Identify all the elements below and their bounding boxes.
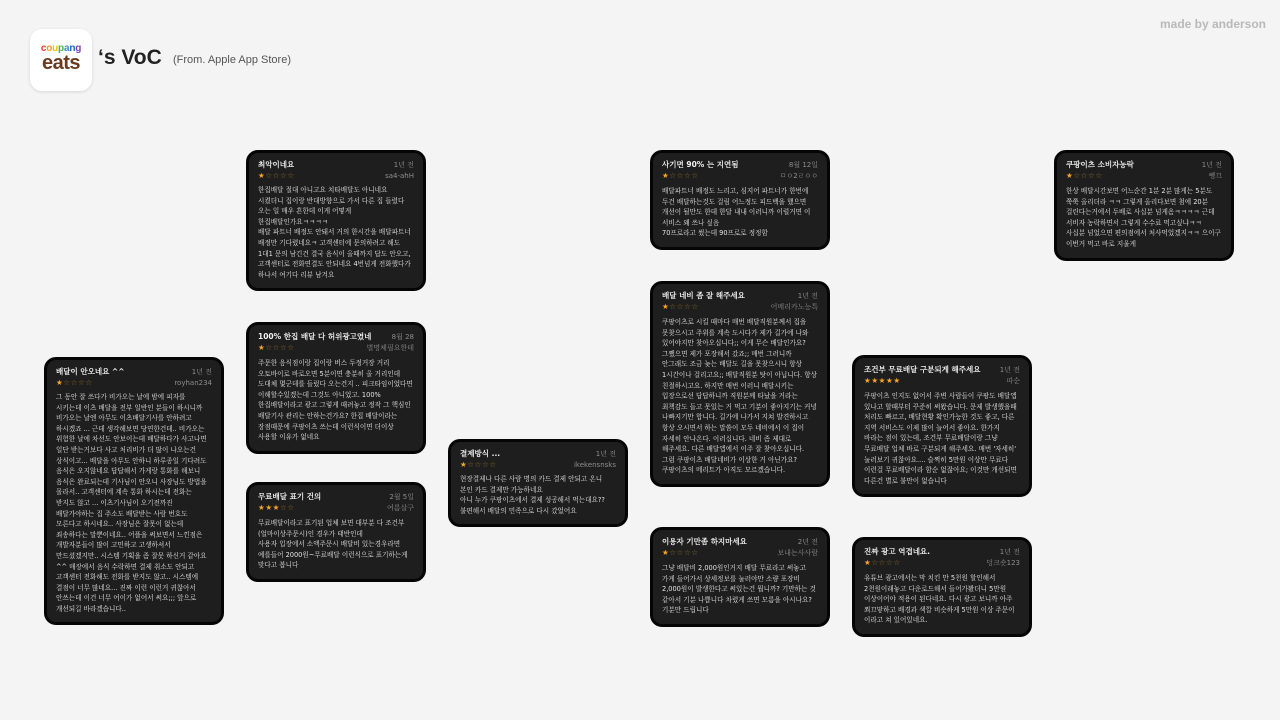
review-time: 1년 전 [595, 450, 616, 458]
star-rating: ★☆☆☆☆ [460, 460, 497, 469]
review-time: 1년 전 [797, 292, 818, 300]
review-title: 100% 한집 배달 다 허위광고였네 [258, 332, 372, 341]
review-author: 별명체필요한데 [366, 344, 414, 352]
review-body: 한상 배달시간보면 어느순간 1분 2분 많게는 5분도 쭉쭉 올리더라 ㅋㅋ 그렇게 올리다보면 첨에 20분 걸린다는거에서 두배로 사십분 넘게옴ㅋㅋㅋㅋ 근데 서비자 농락하면서 그렇게 수수료 먹고싶냐ㅋㅋ 사십분 넘었으면 편의점에서 처사먹었겠지ㅋㅋ 으이구 이번거 먹고 바로 지울게 [1066, 187, 1221, 248]
review-card [650, 527, 830, 627]
review-author: ikekensnsks [573, 461, 616, 469]
review-body: 현장결제나 다른 사람 명의 카드 결제 안되고 온니 본인 카드 결제만 가능하네요 아니 누가 쿠팡이츠에서 결제 성공해서 먹는대요?? 불편해서 배달의 민족으로 다시 갔었어요 [460, 475, 605, 515]
logo-wordmark-coupang: coupang [40, 43, 82, 54]
star-rating: ★☆☆☆☆ [1066, 171, 1103, 180]
review-body: 그냥 배달비 2,000원인거지 배달 무료라고 써놓고 가게 들어가서 상세정보를 눌러야만 소량 포장비 2,000원이 발생한다고 써있는건 뭡니까? 기만하는 것 같아서 기분 나쁩니다 차렸게 쓰면 모름을 아시나요? 기분만 드립니다 [662, 564, 816, 615]
coupang-eats-logo [30, 29, 92, 91]
review-body: 한집배달 절대 아니고요 치타배달도 아니네요 시켰더니 집이랑 반대방향으로 가서 다른 집 들렸다 오는 일 매우 흔한데 이게 어떻게 한집배달인가요ㅋㅋㅋㅋ 배달 파트너 배정도 안돼서 거의 한시간을 배달파트너 배정만 기다렸네요ㅋ 고객센터에 문의하려고 해도 1대1 문의 남긴건 결국 음식이 올때까지 답도 안오고, 고객센터로 전화연결도 안되네요 4번넘게 전화했다가 하나서 여기다 리뷰 남겨요 [258, 186, 411, 279]
review-author: ㅁㅇ2ㄹㅇㅇ [779, 172, 818, 180]
review-body: 그 동안 잘 쓰다가 비가오는 날에 밤에 피자를 시키는데 이츠 배달을 전부 일반인 분들이 하시니까 비가오는 날엔 아무도 이츠배달기사를 안하려고 하시겠죠 ... 근데 생각해보면 당연한건데.. 비가오는 위험한 날에 차선도 안보이는데 배달하다가 사고나면 일단 받는거보다 사고 처리비가 더 많이 나오는건 상식이고... 배달을 아무도 안하니 하루종일 기다려도 음식은 오지않네요 답답해서 가게랑 통화를 해보니 음식은 완료되는데 기사님이 안오니 사장님도 방법을 몰라서.. 고객센터에 계속 통화 하시는데 전화는 받지도 않고 ... 이츠기사님이 오기전까진 배달가야하는 집 주소도 배달받는 사람 번호도 모른다고 하시네요.. 사장님은 잘못이 없는데 죄송하다는 말뿐이네요.. 어플을 써보면서 느낀점은 개발자분들이 많이 고민하고 고생하셔서 만드셨겠지만.. 시스템 기획을 좀 잘못 하신거 같아요 ^^ 매장에서 음식 수락하면 결제 취소도 안되고 고객센터 전화해도 전화를 받지도 않고.. 시스템에 결점이 너무 많네요... 진짜 이런 이런거 귀찮아서 안쓰는데 이건 너무 어이가 없어서 써요;;; 앞으로 개선되길 바라겠습니다.. [56, 393, 207, 613]
review-body: 유튜브 광고에서는 막 치킨 만 5천원 할인해서 2천원이래놓고 다운로드해서 들어가봤더니 5만원 이상이어야 적용이 된다네요. 다시 광고 보니까 아주 쬐끄맣하고 배경과 색깔 비슷하게 5만원 이상 주문이 이라고 쳐 있어있네요. [864, 574, 1015, 625]
star-rating: ★★★☆☆ [258, 503, 295, 512]
review-author: 덩크숏123 [986, 559, 1020, 567]
review-body: 주문한 음식점이랑 집이랑 버스 두정거장 거리 오토바이로 바로오면 5분이면 충분히 올 거리인데 도대체 몇군데를 들렀다 오는건지 .. 피크타임이었다면 이해할수있겠는데 그것도 아니었고. 100%한집배달이라고 광고 그렇게 때려놓고 정작 그 핵심인 배달기사 관리는 안하는건가요? 한집 배달이라는 장점때문에 쿠팡이츠 쓰는데 이런식이면 더이상 사용할 이유가 없네요 [258, 359, 413, 442]
review-time: 2년 전 [797, 538, 818, 546]
review-card [650, 150, 830, 250]
star-rating: ★☆☆☆☆ [662, 548, 699, 557]
review-author: 뺑끄 [1208, 172, 1222, 180]
review-author: sa4-ahH [385, 172, 414, 180]
review-card [852, 537, 1032, 637]
star-rating: ★☆☆☆☆ [56, 378, 93, 387]
review-title: 진짜 광고 역겹네요. [864, 547, 931, 556]
review-card [44, 357, 224, 625]
review-title: 배달 네비 좀 잘 해주세요 [662, 291, 745, 300]
review-title: 최악이네요 [258, 160, 295, 169]
star-rating: ★☆☆☆☆ [864, 558, 901, 567]
credit-text: made by anderson [1159, 17, 1266, 31]
review-body: 쿠팡이츠로 시킬 때마다 매번 배달직원분께서 집을 못찾으시고 주위를 계속 도시다가 제가 길가에 나와 있어야지만 찾아오십니다;; 이게 무슨 배달인가요? 그쨌으면 제가 포장해서 갔죠;; 매번 그러니까 안그래도 조금 늦는 배달도 길을 못찾으시니 항상 1시간이나 걸리고요;; 배달직원분 탓이 아닙니다. 항상 친절하시고요. 하지만 매번 이러니 배달시키는 입장으로선 답답하니까 직원분께 타났을 거라는 최책감도 들고 못있는 거 먹고 기분이 좋아지기는 커녕 나빠지기만 합니다. 길가에 나가서 지쳐 발견하시고 항상 오시면서 하는 말씀이 모두 네비에서 이 집이 자세히 안나온다. 이러십니다. 네비 좀 제대로 해주세요. 다른 배달앱에서 이주 잘 찾아오십니다. 그럼 쿠팡이츠 배달네비가 이상한 거 아닌가요? 쿠팡이츠의 메리트가 아직도 모르겠습니다. [662, 318, 817, 475]
review-author: 여름살구 [386, 504, 414, 512]
logo-wordmark-eats: eats [41, 52, 81, 74]
page-title: ‘s VoC [98, 46, 162, 69]
review-author: royhan234 [174, 379, 212, 387]
star-rating: ★☆☆☆☆ [258, 171, 295, 180]
review-author: 따순 [1006, 377, 1020, 385]
review-time: 1년 전 [191, 368, 212, 376]
review-card [650, 281, 830, 487]
page-subtitle: (From. Apple App Store) [173, 54, 291, 66]
review-card [1054, 150, 1234, 261]
review-author: 보내는사사람 [777, 549, 818, 557]
review-time: 1년 전 [1201, 161, 1222, 169]
review-card [246, 322, 426, 454]
review-body: 배달파트너 배정도 느리고, 심지어 파트너가 한번에 두건 배달하는것도 걸림 어느정도 피드백을 했으면 개선이 될만도 한데 한달 내내 이러니까 이럴거면 이 서비스 왜 쓰나 싶음 70프로라고 썼는데 90프로로 정정함 [662, 187, 811, 238]
star-rating: ★☆☆☆☆ [258, 343, 295, 352]
review-title: 사기면 90% 는 지연됨 [662, 160, 739, 169]
star-rating: ★☆☆☆☆ [662, 302, 699, 311]
review-time: 2월 5일 [389, 493, 414, 501]
review-title: 이용자 기만좀 하지마세요 [662, 537, 747, 546]
review-body: 무료배달이라고 표기된 업체 보면 대부분 다 조건부 (얼마이상주문시)인 경우가 태반인데 사용자 입장에서 소액주문시 배달비 있는경우라면 예를들어 2000원~무료배달 이런식으로 표기하는게 맞다고 봅니다 [258, 519, 408, 570]
review-title: 조건부 무료배달 구분되게 해주세요 [864, 365, 981, 374]
review-time: 8월 12일 [788, 161, 818, 169]
review-time: 1년 전 [999, 366, 1020, 374]
review-time: 1년 전 [393, 161, 414, 169]
review-title: 배달이 안오네요 ^^ [56, 367, 125, 376]
review-time: 1년 전 [999, 548, 1020, 556]
review-time: 8월 28 [391, 333, 414, 341]
review-author: 어메리카노능특 [770, 303, 818, 311]
review-card [448, 439, 628, 527]
review-body: 쿠팡이츠 인지도 없어서 주변 사람들이 쿠팡도 배달앱 있나고 할때부터 꾸준히 써왔습니다. 문제 발생했을때 처리도 빠르고, 배달현황 확인가능한 것도 좋고, 다른 지역 서비스도 이제 많이 늘어서 좋아요. 한가지 바라는 점이 있는데, 조건부 무료배달이랑 그냥 무료배달 업체 바로 구분되게 해주세요. 매번 '자세히' 눌러보기 귀찮아요.... 슬쩍히 5만원 이상만 무료다 이런걸 무료배달이라 함순 없잖아요; 이것만 개선되면 다른건 별로 불만이 없습니다 [864, 392, 1017, 485]
review-card [852, 355, 1032, 497]
review-card [246, 482, 426, 582]
review-title: 쿠팡이츠 소비자농락 [1066, 160, 1134, 169]
star-rating: ★★★★★ [864, 376, 901, 385]
review-title: 결제방식 ... [460, 449, 501, 458]
review-title: 무료배달 표기 건의 [258, 492, 322, 501]
star-rating: ★☆☆☆☆ [662, 171, 699, 180]
review-card [246, 150, 426, 291]
